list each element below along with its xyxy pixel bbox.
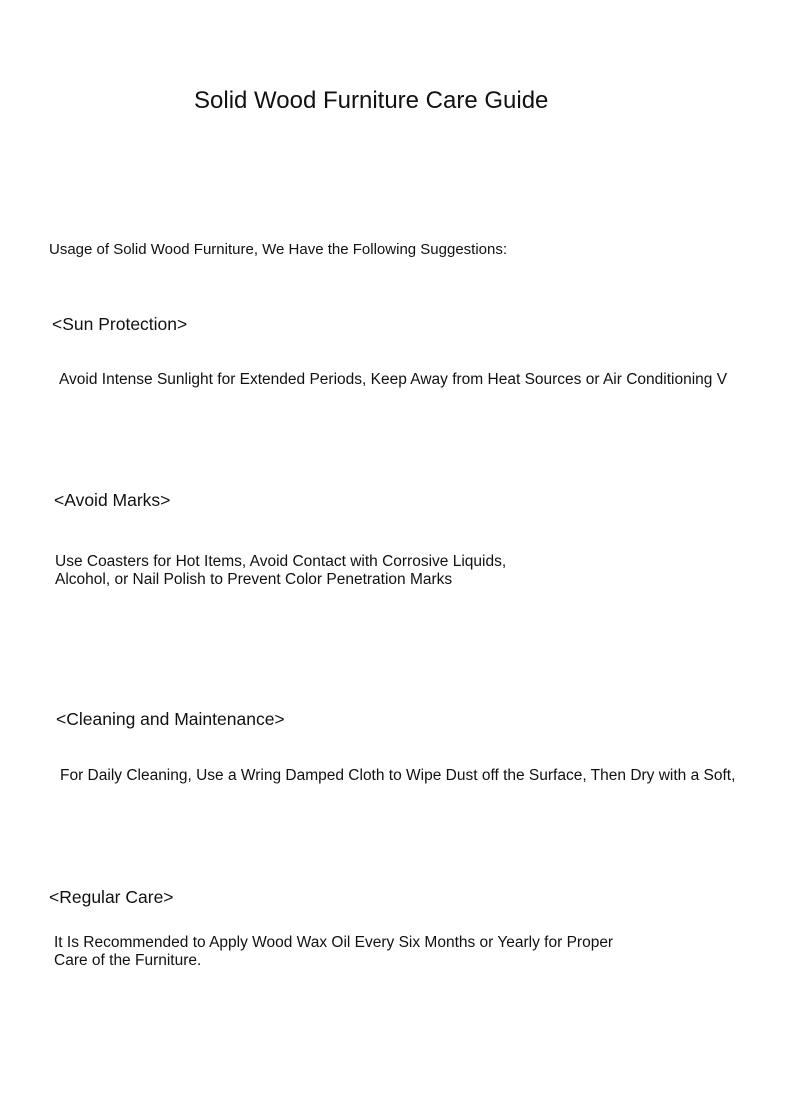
text-line: It Is Recommended to Apply Wood Wax Oil Every Six Months or Yearly for Proper bbox=[54, 934, 614, 951]
text-line: Alcohol, or Nail Polish to Prevent Color Penetration Marks bbox=[55, 571, 453, 588]
text-line: Use Coasters for Hot Items, Avoid Contact with Corrosive Liquids, bbox=[55, 553, 507, 570]
section-text-cleaning-maintenance bbox=[60, 767, 735, 785]
page-title: Solid Wood Furniture Care Guide bbox=[194, 87, 549, 114]
section-heading-sun-protection: <Sun Protection> bbox=[52, 314, 188, 334]
text-line: For Daily Cleaning, Use a Wring Damped Cloth to Wipe Dust off the Surface, Then Dry with a Soft, bbox=[60, 767, 736, 784]
section-text-avoid-marks bbox=[55, 553, 506, 589]
section-heading-cleaning-maintenance: <Cleaning and Maintenance> bbox=[56, 709, 285, 729]
intro-text: Usage of Solid Wood Furniture, We Have the Following Suggestions: bbox=[49, 241, 508, 258]
section-heading-regular-care: <Regular Care> bbox=[49, 887, 174, 907]
section-text-sun-protection bbox=[59, 371, 727, 389]
section-heading-avoid-marks: <Avoid Marks> bbox=[54, 490, 171, 510]
text-line: Care of the Furniture. bbox=[54, 952, 202, 969]
text-line: Avoid Intense Sunlight for Extended Periods, Keep Away from Heat Sources or Air Conditioning V bbox=[59, 371, 728, 388]
section-text-regular-care bbox=[54, 934, 613, 970]
